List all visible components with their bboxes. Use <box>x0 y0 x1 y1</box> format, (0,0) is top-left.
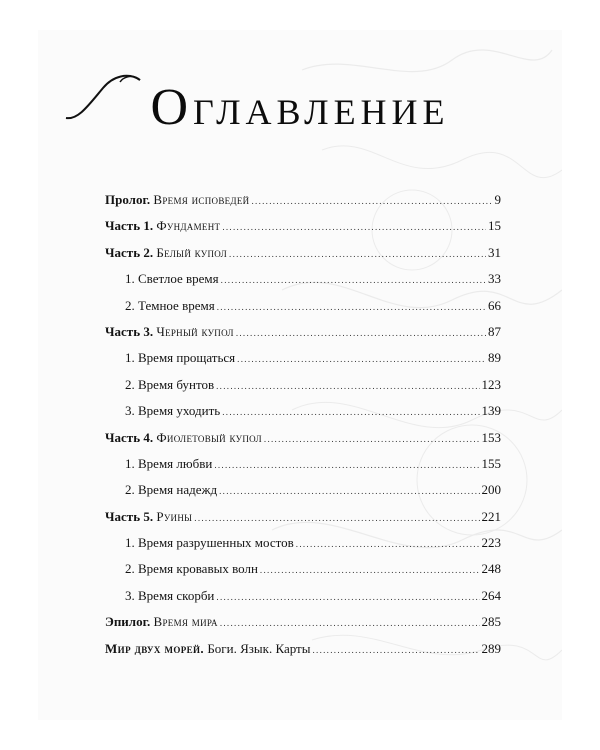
dot-leader <box>221 275 486 285</box>
toc-entry <box>105 324 501 350</box>
page-number: 200 <box>481 482 501 498</box>
toc-entry-title: 2. Время бунтов <box>125 376 215 392</box>
toc-entry-title: 2. Время кровавых волн <box>125 561 258 577</box>
toc-entry-title: Время мира <box>153 614 218 630</box>
page-number: 123 <box>481 376 501 392</box>
toc-entry <box>105 509 501 535</box>
toc-entry <box>105 192 501 218</box>
toc-entry-title: Время исповедей <box>153 192 250 207</box>
toc-entry-label <box>105 509 192 525</box>
toc-entry-title: 3. Время уходить <box>125 403 221 419</box>
page-number: 139 <box>481 403 501 419</box>
toc-entry-label <box>125 482 217 498</box>
dot-leader <box>214 460 479 470</box>
dot-leader <box>237 354 486 364</box>
toc-entry-title: Фиолетовый купол <box>156 429 262 445</box>
toc-subentry <box>105 588 501 614</box>
toc-entry-label <box>125 561 258 577</box>
toc-subentry <box>105 456 501 482</box>
dot-leader <box>222 407 479 417</box>
toc-entry-label <box>125 403 220 419</box>
page-number: 264 <box>481 587 501 603</box>
dot-leader <box>220 618 480 628</box>
dot-leader <box>296 539 480 549</box>
page-number: 155 <box>481 455 501 471</box>
dot-leader <box>222 222 486 232</box>
toc-entry-prefix: Пролог. <box>105 192 151 207</box>
dot-leader <box>264 434 480 444</box>
dot-leader <box>216 381 479 391</box>
toc-entry-title: 1. Время любви <box>125 455 213 471</box>
toc-entry <box>105 430 501 456</box>
toc-entry-title: 3. Время скорби <box>125 587 215 603</box>
page-title: Оглавление <box>150 79 450 136</box>
toc-entry-label <box>105 192 249 208</box>
toc-subentry <box>105 403 501 429</box>
toc-entry-label <box>125 456 212 472</box>
toc-entry-title: Белый купол <box>156 244 228 260</box>
toc-entry-prefix: Часть 1. <box>105 218 154 234</box>
toc-entry-title: Боги. Язык. Карты <box>207 640 311 656</box>
toc-entry-label <box>105 430 262 446</box>
toc-subentry <box>105 298 501 324</box>
toc-entry-label <box>105 218 220 234</box>
toc-entry-label <box>105 641 310 657</box>
toc-entry-prefix: Часть 2. <box>105 244 154 260</box>
toc-entry-title: 1. Время прощаться <box>125 350 236 366</box>
toc-entry-title: 2. Темное время <box>125 297 215 313</box>
toc-entry-label <box>125 298 215 314</box>
page-number: 248 <box>481 561 501 577</box>
toc-entry-title: Руины <box>156 508 193 524</box>
toc-entry-prefix: Часть 3. <box>105 323 154 339</box>
toc-entry-label <box>125 588 214 604</box>
dot-leader <box>217 302 486 312</box>
dot-leader <box>236 328 486 338</box>
toc-entry-prefix: Часть 5. <box>105 508 154 524</box>
dot-leader <box>219 486 479 496</box>
table-of-contents <box>105 192 501 667</box>
toc-entry <box>105 614 501 640</box>
dot-leader <box>216 592 479 602</box>
toc-subentry <box>105 535 501 561</box>
toc-entry-label <box>105 245 227 261</box>
dot-leader <box>312 645 479 655</box>
toc-entry-prefix: Эпилог. <box>105 614 151 630</box>
toc-entry-title: 1. Время разрушенных мостов <box>125 535 294 551</box>
toc-entry-label <box>105 324 234 340</box>
toc-subentry <box>105 271 501 297</box>
toc-subentry <box>105 350 501 376</box>
page-number: 221 <box>481 508 501 524</box>
toc-entry-label <box>125 271 219 287</box>
toc-entry-title: 2. Время надежд <box>125 482 218 498</box>
page-number: 66 <box>488 297 501 313</box>
toc-entry-label <box>125 535 294 551</box>
toc-subentry <box>105 482 501 508</box>
toc-entry-label <box>125 350 235 366</box>
page-number: 31 <box>488 244 501 260</box>
toc-entry <box>105 641 501 667</box>
page-number: 87 <box>488 323 501 339</box>
page-number: 15 <box>488 218 501 234</box>
page-number: 285 <box>481 614 501 630</box>
page-number: 33 <box>488 271 501 287</box>
toc-entry-label <box>125 377 214 393</box>
toc-subentry <box>105 561 501 587</box>
toc-entry <box>105 245 501 271</box>
toc-entry-title: Фундамент <box>156 218 221 234</box>
page-number: 289 <box>481 640 501 656</box>
dot-leader <box>260 565 480 575</box>
page-number: 223 <box>481 535 501 551</box>
page-number: 89 <box>488 350 501 366</box>
toc-entry-prefix: Часть 4. <box>105 429 154 445</box>
toc-entry-title: 1. Светлое время <box>125 271 219 287</box>
dot-leader <box>251 196 492 206</box>
book-page <box>38 30 562 720</box>
dot-leader <box>229 249 486 259</box>
toc-subentry <box>105 377 501 403</box>
toc-entry-title: Черный купол <box>156 323 234 339</box>
page-number: 153 <box>481 429 501 445</box>
page-number: 9 <box>494 192 501 207</box>
toc-entry-prefix: Мир двух морей. <box>105 640 205 656</box>
toc-entry <box>105 218 501 244</box>
dot-leader <box>194 513 479 523</box>
toc-entry-label <box>105 614 218 630</box>
